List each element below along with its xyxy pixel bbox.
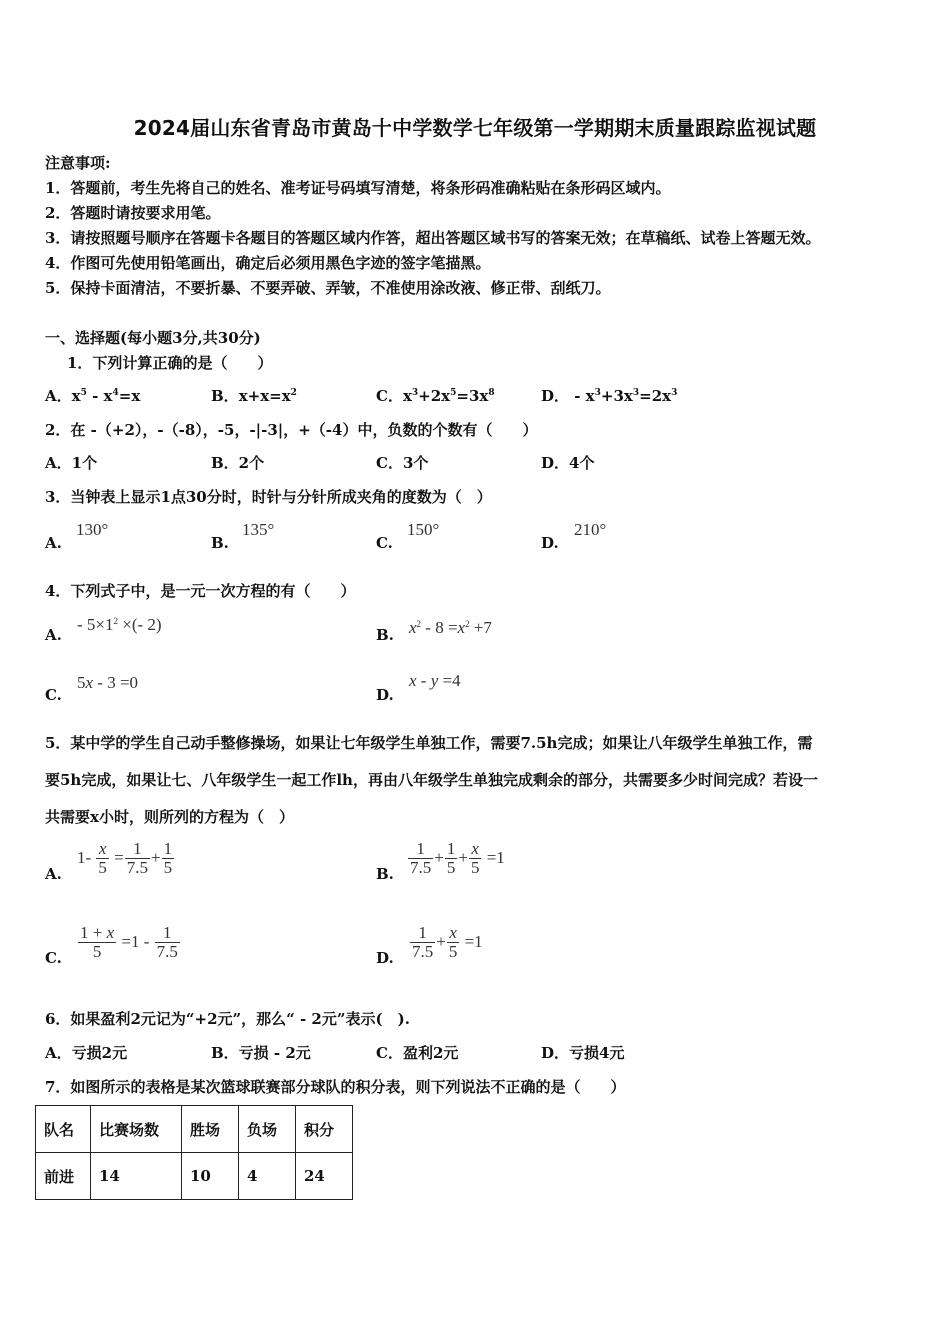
q3-label-d: D. xyxy=(541,534,559,552)
q4-expr-d: x - y =4 xyxy=(409,671,461,690)
q6-option-b: B．亏损 - 2元 xyxy=(211,1044,311,1062)
q6-option-d: D．亏损4元 xyxy=(541,1044,625,1062)
q6-option-a: A．亏损2元 xyxy=(45,1044,128,1062)
table-header-cell: 积分 xyxy=(296,1106,353,1153)
notice-item: 3．请按照题号顺序在答题卡各题目的答题区域内作答，超出答题区域书写的答案无效；在草稿纸、试卷上答题无效。 xyxy=(45,229,821,247)
q3-value-d: 210° xyxy=(574,520,607,539)
q5-label-d: D. xyxy=(376,949,394,967)
table-cell: 10 xyxy=(182,1153,239,1200)
q2-option-d: D．4个 xyxy=(541,454,595,472)
question-6-stem: 6．如果盈利2元记为“+2元”，那么“ - 2元”表示( ). xyxy=(45,1010,410,1028)
table-header-cell: 负场 xyxy=(239,1106,296,1153)
question-7-stem: 7．如图所示的表格是某次篮球联赛部分球队的积分表，则下列说法不正确的是（ ） xyxy=(45,1078,626,1096)
table-header-cell: 比赛场数 xyxy=(91,1106,182,1153)
q5-label-c: C. xyxy=(45,949,62,967)
q3-value-c: 150° xyxy=(407,520,440,539)
q4-expr-c: 5x - 3 =0 xyxy=(77,673,139,692)
notice-item: 4．作图可先使用铅笔画出，确定后必须用黑色字迹的签字笔描黑。 xyxy=(45,254,491,272)
q4-label-b: B. xyxy=(376,626,394,644)
table-cell: 4 xyxy=(239,1153,296,1200)
q6-option-c: C．盈利2元 xyxy=(376,1044,459,1062)
q2-option-a: A．1个 xyxy=(45,454,98,472)
q1-option-c: C．$x^3+2x^5=3x^8$ xyxy=(376,387,495,405)
section-heading: 一、选择题(每小题3分,共30分) xyxy=(45,329,261,347)
question-5-line: 5．某中学的学生自己动手整修操场，如果让七年级学生单独工作，需要7.5h完成；如果让八年级学生单独工作，需 xyxy=(45,734,813,752)
question-1-stem: 1．下列计算正确的是（ ） xyxy=(67,354,273,372)
q4-expr-a: - $5\times 1^2$ ×(- 2) xyxy=(77,615,162,634)
q4-label-c: C. xyxy=(45,686,62,704)
q5-equation-a: 1- $\frac{x}{5}$ = $\frac{1}{7.5}$ + $\frac{1}{5}$ xyxy=(77,839,173,877)
q4-label-a: A. xyxy=(45,626,62,644)
question-3-stem: 3．当钟表上显示1点30分时，时针与分针所成夹角的度数为（ ） xyxy=(45,488,492,506)
q5-equation-c: $\frac{1 + x}{5}$ =1 - $\frac{1}{7.5}$ xyxy=(80,923,178,961)
table-row xyxy=(36,1153,353,1200)
q3-label-b: B. xyxy=(211,534,229,552)
question-5-line: 共需要x小时，则所列的方程为（ ） xyxy=(45,808,294,826)
q3-label-c: C. xyxy=(376,534,393,552)
q3-label-a: A. xyxy=(45,534,62,552)
notice-item: 1．答题前，考生先将自己的姓名、准考证号码填写清楚，将条形码准确粘贴在条形码区域内。 xyxy=(45,179,671,197)
score-table xyxy=(35,1105,353,1200)
table-header-cell: 胜场 xyxy=(182,1106,239,1153)
q5-equation-b: $\frac{1}{7.5}$ + $\frac{1}{5}$ + $\frac{x}{5}$ =1 xyxy=(410,839,505,877)
q1-option-d: D． - $x^3+3x^3=2x^3$ xyxy=(541,387,678,405)
q4-label-d: D. xyxy=(376,686,394,704)
q3-value-a: 130° xyxy=(76,520,109,539)
q5-label-b: B. xyxy=(376,865,394,883)
table-header-row xyxy=(36,1106,353,1153)
q2-option-b: B．2个 xyxy=(211,454,265,472)
question-2-stem: 2．在 -（+2），-（-8），-5，-|-3|，+（-4）中，负数的个数有（ ） xyxy=(45,421,538,439)
notice-item: 5．保持卡面清洁，不要折暴、不要弄破、弄皱，不准使用涂改液、修正带、刮纸刀。 xyxy=(45,279,611,297)
q5-label-a: A. xyxy=(45,865,62,883)
table-cell: 前进 xyxy=(36,1153,91,1200)
q2-option-c: C．3个 xyxy=(376,454,429,472)
q1-option-b: B．$x+x=x^2$ xyxy=(211,387,297,405)
notice-item: 2．答题时请按要求用笔。 xyxy=(45,204,221,222)
table-cell: 24 xyxy=(296,1153,353,1200)
q4-expr-b: $x^2 - 8 =x^2 +7$ xyxy=(409,618,492,637)
q5-equation-d: $\frac{1}{7.5}$ + $\frac{x}{5}$ =1 xyxy=(412,923,483,961)
table-header-cell: 队名 xyxy=(36,1106,91,1153)
q1-option-a: A．$x^5 - x^4=x$ xyxy=(45,387,141,405)
q3-value-b: 135° xyxy=(242,520,275,539)
table-cell: 14 xyxy=(91,1153,182,1200)
question-5-line: 要5h完成，如果让七、八年级学生一起工作lh，再由八年级学生单独完成剩余的部分，共需要多少时间完成？若设一 xyxy=(45,771,818,789)
question-4-stem: 4．下列式子中，是一元一次方程的有（ ） xyxy=(45,582,356,600)
notice-heading: 注意事项: xyxy=(45,154,111,172)
page-title: 2024届山东省青岛市黄岛十中学数学七年级第一学期期末质量跟踪监视试题 xyxy=(133,116,817,140)
